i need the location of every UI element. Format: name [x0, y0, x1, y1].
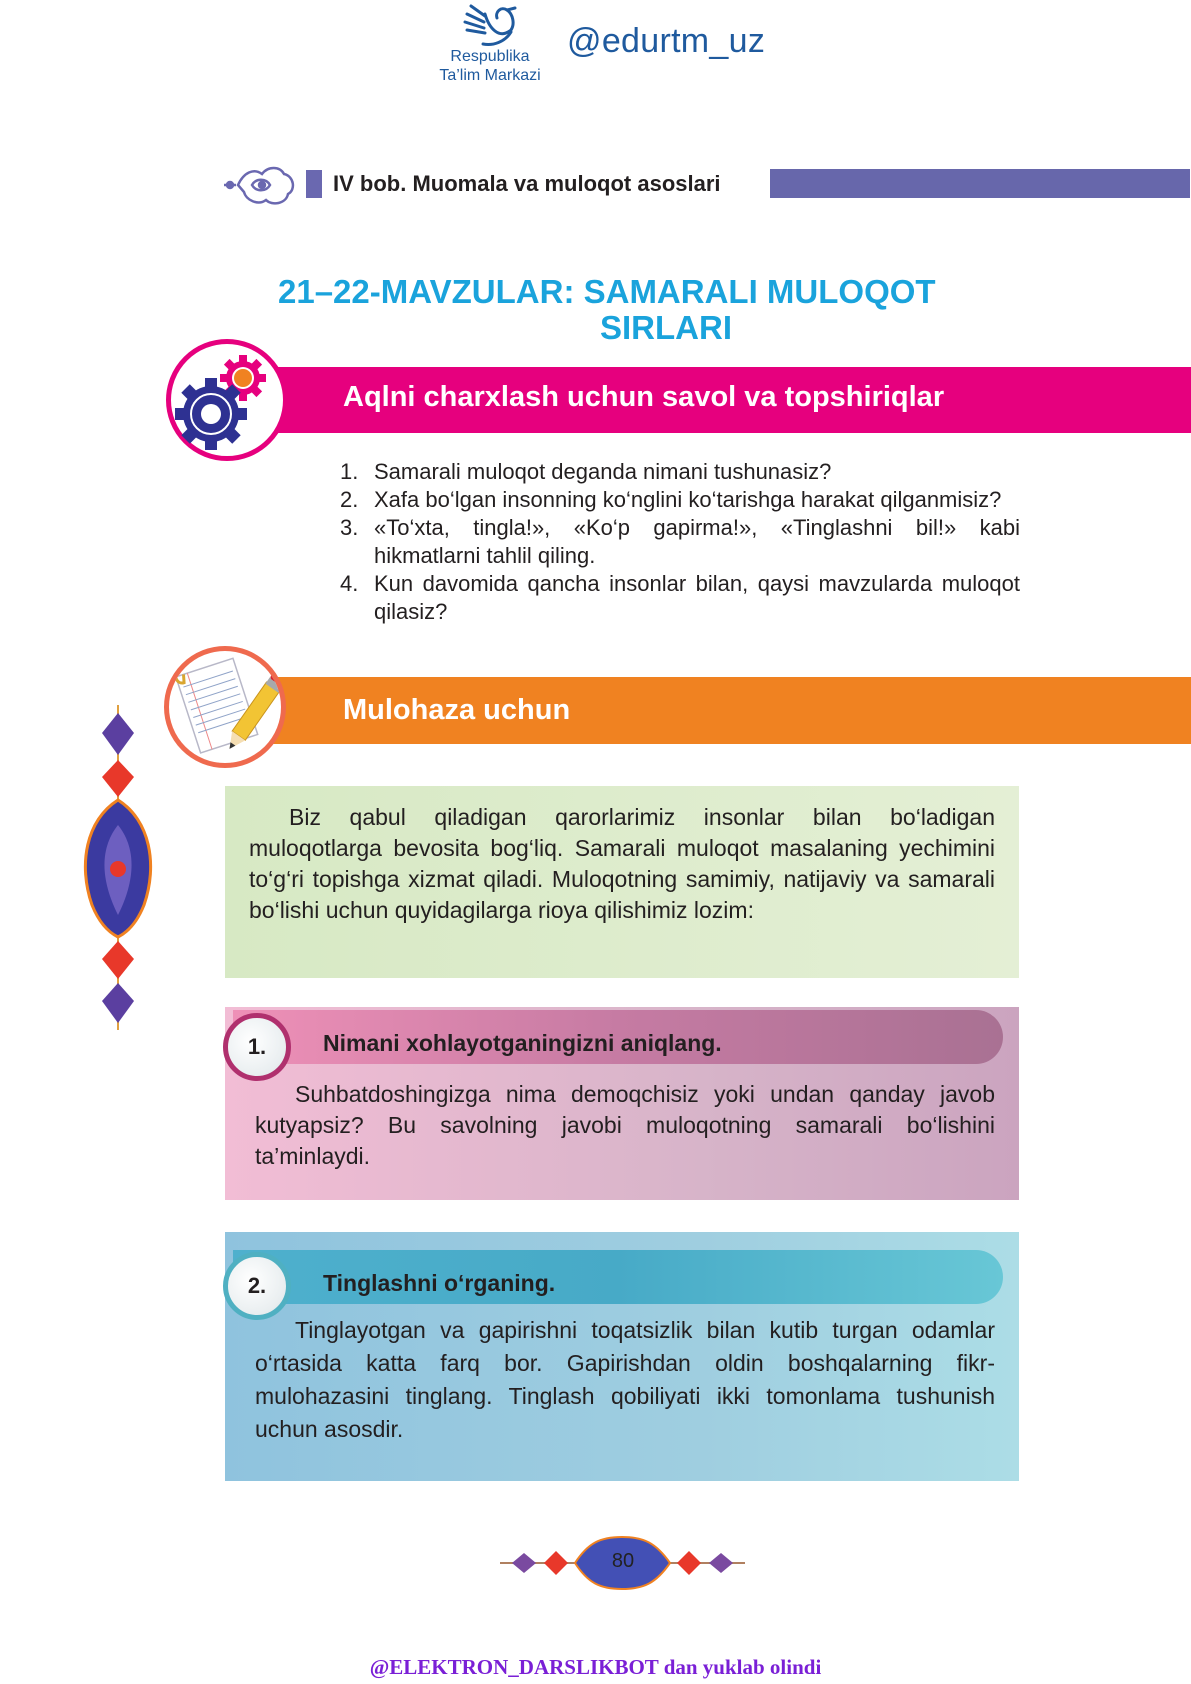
reflection-text: Biz qabul qiladigan qarorlarimiz insonlar bilan bo‘ladigan muloqotlarga bevosita bog‘liq. Samarali muloqot masalaning yechimini to‘g‘ri topishga xizmat qiladi. Muloqotning samimiy, natijaviy va samarali bo‘lishi uchun quyidagilarga rioya qilishimiz lozim: [249, 804, 995, 923]
lesson-title-line-1: 21–22-MAVZULAR: SAMARALI MULOQOT [278, 273, 936, 310]
dove-icon [455, 0, 525, 48]
tip-number-badge: 1. [223, 1013, 291, 1081]
question-item [340, 570, 1020, 626]
tip-card-2 [225, 1232, 1019, 1481]
question-text: «To‘xta, tingla!», «Ko‘p gapirma!», «Tinglashni bil!» kabi hikmatlarni tahlil qiling. [374, 515, 1020, 568]
lesson-title [278, 274, 936, 346]
tip-text: Tinglayotgan va gapirishni toqatsizlik bilan kutib turgan odamlar o‘rtasida katta farq bor. Gapirishdan oldin boshqalarning fikr-mulohazasini tinglang. Tinglash qobiliyati ikki tomonlama tushunish uchun asosdir. [255, 1317, 995, 1442]
tip-title: Tinglashni o‘rganing. [323, 1270, 556, 1296]
question-item [340, 486, 1020, 514]
question-number: 4. [340, 571, 359, 596]
tip-card-1 [225, 1007, 1019, 1200]
reflection-section-heading: Mulohaza uchun [343, 694, 571, 726]
gears-badge [166, 339, 288, 461]
reflection-section-header [228, 677, 1191, 744]
chapter-title: IV bob. Muomala va muloqot asoslari [333, 171, 721, 196]
questions-list [340, 458, 1020, 626]
questions-section-header [230, 367, 1191, 433]
tip-number-badge: 2. [223, 1252, 291, 1320]
footer-download-note: @ELEKTRON_DARSLIKBOT dan yuklab olindi [369, 1655, 822, 1679]
gears-icon [171, 344, 283, 456]
chapter-ornament-icon [222, 160, 302, 210]
chapter-bar [770, 169, 1190, 198]
channel-handle: @edurtm_uz [567, 22, 766, 60]
chapter-marker [306, 170, 322, 198]
question-number: 3. [340, 515, 359, 540]
tip-title: Nimani xohlayotganingizni aniqlang. [323, 1030, 722, 1056]
question-item [340, 458, 1020, 486]
question-text: Kun davomida qancha insonlar bilan, qaysi mavzularda muloqot qilasiz? [374, 571, 1020, 624]
page-number: 80 [611, 1550, 635, 1572]
notepad-badge [164, 646, 286, 768]
question-text: Xafa bo‘lgan insonning ko‘nglini ko‘tarishga harakat qilganmisiz? [374, 487, 1002, 512]
logo-line-2: Ta’lim Markazi [439, 67, 541, 84]
side-ornament-icon [78, 705, 158, 1030]
lesson-title-line-2: SIRLARI [600, 309, 732, 346]
reflection-text-box [225, 786, 1019, 978]
questions-section-heading: Aqlni charxlash uchun savol va topshiriqlar [343, 381, 945, 413]
question-number: 2. [340, 487, 359, 512]
logo-line-1: Respublika [450, 48, 530, 65]
respublika-talim-markazi-logo [425, 0, 555, 95]
tip-text: Suhbatdoshingizga nima demoqchisiz yoki undan qanday javob kutyapsiz? Bu savolning javobi muloqotning samarali bo‘lishini ta’minlaydi. [255, 1081, 995, 1169]
notepad-pencil-icon [169, 651, 281, 763]
question-text: Samarali muloqot deganda nimani tushunasiz? [374, 459, 832, 484]
question-number: 1. [340, 459, 359, 484]
question-item [340, 514, 1020, 570]
